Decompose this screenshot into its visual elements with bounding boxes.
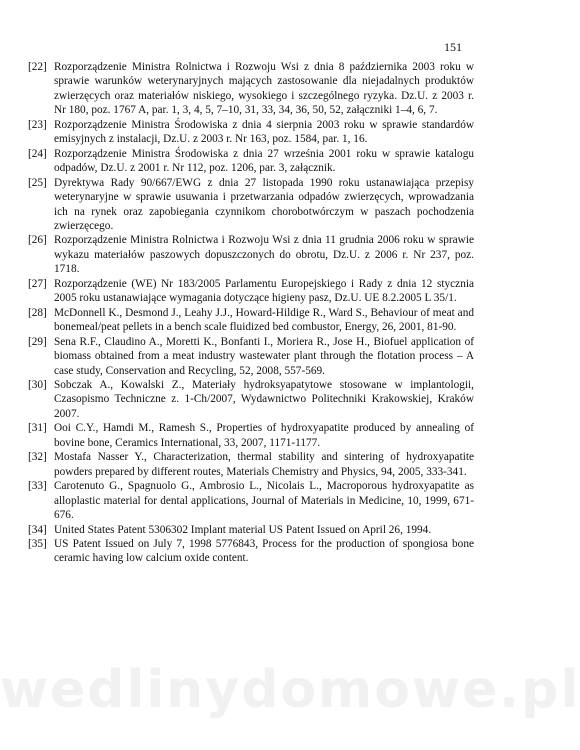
reference-text: Mostafa Nasser Y., Characterization, thermal stability and sintering of hydroxyapatite powders prepared by different routes, Materials Chemistry and Physics, 94, 2005, 333-341.	[54, 451, 474, 478]
reference-number: [27]	[28, 277, 47, 290]
reference-text: Rozporządzenie (WE) Nr 183/2005 Parlamentu Europejskiego i Rady z dnia 12 stycznia 2005 roku ustanawiające wymagania dotyczące higieny pasz, Dz.U. UE 8.2.2005 L 35/1.	[54, 277, 474, 305]
reference-number: [28]	[28, 306, 47, 319]
reference-number: [29]	[28, 335, 47, 348]
reference-number: [33]	[28, 480, 47, 493]
reference-text: Rozporządzenie Ministra Rolnictwa i Rozwoju Wsi z dnia 11 grudnia 2006 roku w sprawie wykazu materiałów paszowych dopuszczonych do obrotu, Dz.U. z 2006 r. Nr 237, poz. 1718.	[54, 234, 474, 276]
page-number: 151	[444, 40, 462, 54]
reference-item	[28, 537, 474, 566]
reference-text: US Patent Issued on July 7, 1998 5776843, Process for the production of spongiosa bone ceramic having low calcium oxide content.	[54, 537, 474, 565]
reference-number: [25]	[28, 176, 47, 189]
reference-item	[28, 60, 474, 118]
reference-number: [32]	[28, 451, 47, 464]
reference-number: [35]	[28, 537, 47, 550]
reference-number: [23]	[28, 118, 47, 131]
reference-number: [24]	[28, 147, 47, 160]
reference-item	[28, 277, 474, 306]
reference-text: Ooi C.Y., Hamdi M., Ramesh S., Properties of hydroxyapatite produced by annealing of bovine bone, Ceramics International, 33, 2007, 1171-1177.	[54, 422, 474, 449]
reference-item	[28, 450, 474, 479]
reference-item	[28, 378, 474, 421]
reference-text: United States Patent 5306302 Implant material US Patent Issued on April 26, 1994.	[54, 523, 432, 536]
watermark: wedlinydomowe.pl	[0, 660, 580, 720]
reference-text: Dyrektywa Rady 90/667/EWG z dnia 27 listopada 1990 roku ustanawiająca przepisy weterynaryjne w sprawie usuwania i przetwarzania odpadów zwierzęcych, wprowadzania ich na rynek oraz zapobiegania czynnikom chorobotwórczym w paszach pochodzenia zwierzęcego.	[54, 176, 474, 232]
reference-item	[28, 523, 474, 537]
reference-item	[28, 306, 474, 335]
reference-number: [30]	[28, 378, 47, 391]
reference-text: Rozporządzenie Ministra Rolnictwa i Rozwoju Wsi z dnia 8 października 2003 roku w sprawie warunków weterynaryjnych mających zastosowanie dla niejadalnych produktów zwierzęcych oraz materiałów niskiego, wysokiego i szczególnego ryzyka. Dz.U. z 2003 r. Nr 180, poz. 1767 A, par. 1, 3, 4, 5, 7–10, 31, 33, 34, 36, 50, 52, załączniki 1–4, 6, 7.	[54, 61, 474, 117]
reference-number: [34]	[28, 523, 47, 536]
reference-text: Rozporządzenie Ministra Środowiska z dnia 4 sierpnia 2003 roku w sprawie standardów emisyjnych z instalacji, Dz.U. z 2003 r. Nr 163, poz. 1584, par. 1, 16.	[54, 118, 474, 146]
reference-number: [26]	[28, 234, 47, 247]
reference-text: McDonnell K., Desmond J., Leahy J.J., Howard-Hildige R., Ward S., Behaviour of meat and bonemeal/peat pellets in a bench scale fluidized bed combustor, Energy, 26, 2001, 81-90.	[54, 306, 474, 334]
reference-text: Carotenuto G., Spagnuolo G., Ambrosio L., Nicolais L., Macroporous hydroxyapatite as alloplastic material for dental applications, Journal of Materials in Medicine, 10, 1999, 671-676.	[54, 480, 474, 522]
reference-item	[28, 479, 474, 522]
reference-number: [22]	[28, 61, 47, 73]
reference-item	[28, 118, 474, 147]
reference-item	[28, 421, 474, 450]
reference-item	[28, 335, 474, 378]
reference-item	[28, 147, 474, 176]
reference-item	[28, 176, 474, 234]
reference-number: [31]	[28, 422, 47, 435]
reference-text: Sobczak A., Kowalski Z., Materiały hydroksyapatytowe stosowane w implantologii, Czasopismo Techniczne z. 1-Ch/2007, Wydawnictwo Politechniki Krakowskiej, Kraków 2007.	[54, 378, 474, 420]
reference-item	[28, 233, 474, 276]
reference-text: Sena R.F., Claudino A., Moretti K., Bonfanti I., Moriera R., Jose H., Biofuel application of biomass obtained from a meat industry wastewater plant through the flotation process – A case study, Conservation and Recycling, 52, 2008, 557-569.	[54, 335, 474, 377]
reference-list	[28, 60, 474, 566]
reference-text: Rozporządzenie Ministra Środowiska z dnia 27 września 2001 roku w sprawie katalogu odpadów, Dz.U. z 2001 r. Nr 112, poz. 1206, par. 3, załącznik.	[54, 147, 474, 175]
